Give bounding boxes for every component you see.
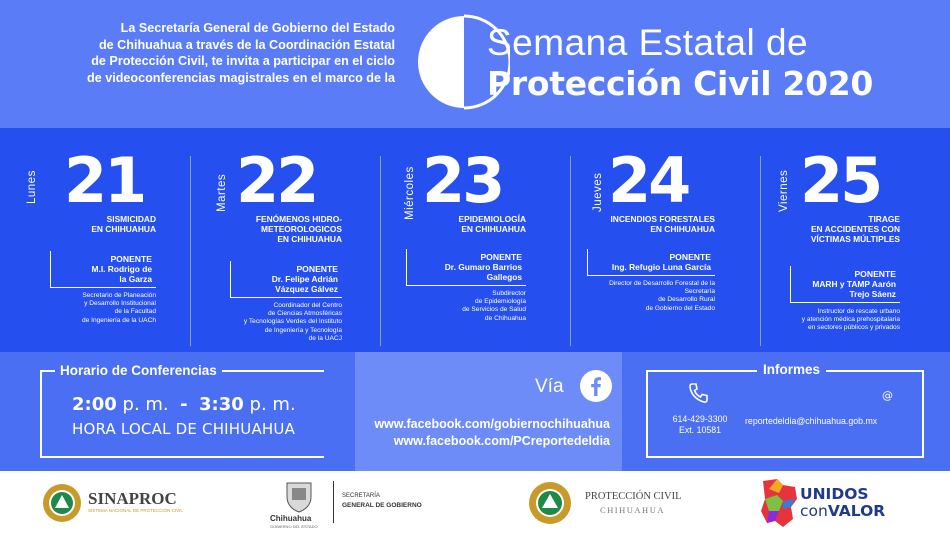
ponente-bio: [802, 308, 900, 333]
start-time: 2:00: [72, 394, 117, 415]
facebook-link[interactable]: www.facebook.com/PCreportedeldia: [393, 434, 610, 448]
at-icon: @: [882, 389, 893, 402]
phone[interactable]: 614-429-3300: [672, 414, 728, 424]
event-title-line2: Protección Civil 2020: [487, 64, 874, 103]
ponente-label: PONENTE: [110, 254, 152, 264]
horario-subtitle: HORA LOCAL DE CHIHUAHUA: [72, 420, 296, 438]
ponente-box: [587, 249, 715, 276]
intro-line: de Chihuahua a través de la Coordinación Estatal: [98, 37, 395, 52]
time-separator: -: [180, 394, 188, 415]
bio-line: de Ciencias Atmosféricas: [267, 310, 342, 318]
topic: [256, 214, 342, 244]
phone-number: [660, 414, 740, 436]
topic-line: METEOROLOGICOS: [261, 224, 342, 234]
bio-line: de Epidemiología: [475, 298, 526, 306]
topic: [91, 214, 156, 234]
ponente-label: PONENTE: [669, 252, 711, 262]
ponente-name: MARH y TAMP Aarón: [812, 279, 896, 289]
horario-time: [72, 394, 296, 415]
informes-title: Informes: [757, 362, 826, 377]
day-card-viernes: [760, 128, 950, 352]
ponente-box: [230, 261, 342, 298]
topic: [610, 214, 715, 234]
sinaproc-emblem-icon: [42, 483, 82, 523]
ponente-box: [50, 251, 156, 288]
topic-line: INCENDIOS FORESTALES: [610, 214, 715, 224]
bio-line: y Tecnologías Verdes del Instituto: [243, 318, 342, 326]
bio-line: Secretaría: [684, 288, 715, 296]
intro-line: de videoconferencias magistrales en el marco de la: [87, 70, 395, 85]
ponente-bio: [82, 292, 156, 325]
topic-line: EN CHIHUAHUA: [461, 224, 526, 234]
topic: [811, 214, 900, 244]
ponente-label: PONENTE: [296, 264, 338, 274]
bio-line: Director de Desarrollo Forestal de la: [609, 280, 715, 287]
day-number: 24: [608, 144, 689, 217]
day-name: Jueves: [592, 172, 604, 212]
ponente-name: Dr. Felipe Adrián: [271, 274, 338, 284]
intro-line: de Protección Civil, te invita a participar en el ciclo: [91, 54, 395, 68]
bio-line: de Gobierno del Estado: [645, 304, 715, 312]
con-text: con: [800, 502, 828, 520]
ponente-name: Trejo Sáenz: [849, 289, 896, 299]
bio-line: de la UACJ: [308, 334, 342, 342]
day-number: 23: [422, 144, 503, 217]
end-suffix: p. m.: [249, 394, 296, 415]
topic-line: EPIDEMIOLOGÍA: [458, 214, 526, 224]
bio-line: Secretario de Planeación: [82, 292, 156, 299]
ponente-name: M.I. Rodrigo de: [91, 264, 152, 274]
event-title-line1: Semana Estatal de: [487, 22, 809, 63]
topic-line: EN ACCIDENTES CON: [810, 224, 900, 234]
unidos-map-icon: [757, 477, 801, 529]
ponente-bio: [609, 280, 715, 313]
day-name: Miércoles: [404, 166, 416, 220]
proteccion-civil-logo: PROTECCIÓN CIVIL: [585, 491, 682, 502]
unidos-logo: UNIDOS: [800, 485, 869, 503]
footer-logos: [0, 471, 950, 534]
ponente-box: [790, 266, 900, 303]
ponente-name: Ing. Refugio Luna García: [611, 262, 711, 272]
con-valor-logo: [800, 502, 885, 520]
topic-line: SISMICIDAD: [106, 214, 156, 224]
phone-icon: [688, 382, 708, 404]
facebook-icon[interactable]: [580, 370, 612, 402]
bio-line: de Ingeniería y Tecnología: [264, 326, 342, 334]
proteccion-civil-subtitle: CHIHUAHUA: [600, 505, 665, 515]
topic-line: TIRAGE: [868, 214, 900, 224]
ponente-name: Gallegos: [486, 272, 522, 282]
chihuahua-logo: Chihuahua: [270, 514, 312, 523]
valor-text: VALOR: [827, 502, 886, 520]
bio-line: de Ingeniería de la UACh: [81, 316, 156, 324]
day-card-lunes: [0, 128, 190, 352]
chihuahua-shield-icon: [283, 479, 315, 513]
topic-line: FENÓMENOS HIDRO-: [255, 214, 342, 224]
bio-line: de Desarrollo Rural: [658, 296, 715, 304]
topic-line: EN CHIHUAHUA: [277, 234, 342, 244]
header-banner: [0, 0, 950, 128]
ponente-bio: [244, 302, 342, 343]
day-card-martes: [190, 128, 380, 352]
day-name: Viernes: [778, 169, 790, 212]
bio-line: y Desarrollo Institucional: [84, 300, 156, 308]
bio-line: de la Facultad: [114, 308, 156, 316]
via-label: Vía: [535, 376, 564, 397]
chihuahua-subtitle: GOBIERNO DEL ESTADO: [270, 524, 318, 529]
day-number: 25: [800, 144, 881, 217]
ponente-name: Vázquez Gálvez: [275, 284, 338, 294]
phone-ext: Ext. 10581: [678, 425, 722, 435]
day-number: 22: [236, 144, 317, 217]
end-time: 3:30: [199, 394, 244, 415]
bio-line: en sectores públicos y privados: [808, 324, 900, 332]
email-link[interactable]: reportedeldia@chihuahua.gob.mx: [745, 416, 878, 426]
bio-line: de Servicios de Salud: [462, 306, 526, 314]
intro-text: [25, 20, 395, 86]
via-panel: [355, 352, 622, 471]
topic-line: EN CHIHUAHUA: [91, 224, 156, 234]
day-card-miercoles: [380, 128, 570, 352]
day-card-jueves: [570, 128, 760, 352]
sinaproc-subtitle: SISTEMA NACIONAL DE PROTECCIÓN CIVIL: [88, 508, 183, 513]
facebook-link[interactable]: www.facebook.com/gobiernochihuahua: [374, 417, 610, 431]
topic-line: EN CHIHUAHUA: [650, 224, 715, 234]
ponente-label: PONENTE: [480, 252, 522, 262]
secretaria-line2: GENERAL DE GOBIERNO: [342, 502, 422, 509]
bio-line: de Chihuahua: [484, 314, 526, 322]
sinaproc-logo: SINAPROC: [88, 489, 177, 508]
ponente-name: Dr. Gumaro Barrios: [444, 262, 522, 272]
logo-divider: [333, 481, 334, 523]
ponente-name: la Garza: [119, 274, 152, 284]
start-suffix: p. m.: [122, 394, 169, 415]
bio-line: Subdirector: [492, 290, 526, 297]
ponente-box: [406, 249, 526, 286]
topic: [459, 214, 526, 234]
bio-line: Coordinador del Centro: [273, 302, 342, 309]
ponente-bio: [462, 290, 526, 323]
schedule-days: [0, 128, 950, 352]
proteccion-civil-emblem-icon: [528, 481, 572, 525]
intro-line: La Secretaría General de Gobierno del Estado: [120, 21, 395, 35]
day-name: Lunes: [26, 170, 38, 204]
bio-line: y atención médica prehospitalaria: [801, 316, 900, 324]
topic-line: VÍCTIMAS MÚLTIPLES: [810, 234, 900, 244]
ponente-label: PONENTE: [854, 269, 896, 279]
day-name: Martes: [216, 173, 228, 212]
horario-title: Horario de Conferencias: [55, 363, 222, 378]
day-number: 21: [64, 144, 145, 217]
secretaria-line1: SECRETARÍA: [342, 493, 380, 499]
info-section: [0, 352, 950, 471]
bio-line: Instructor de rescate urbano: [817, 308, 900, 315]
